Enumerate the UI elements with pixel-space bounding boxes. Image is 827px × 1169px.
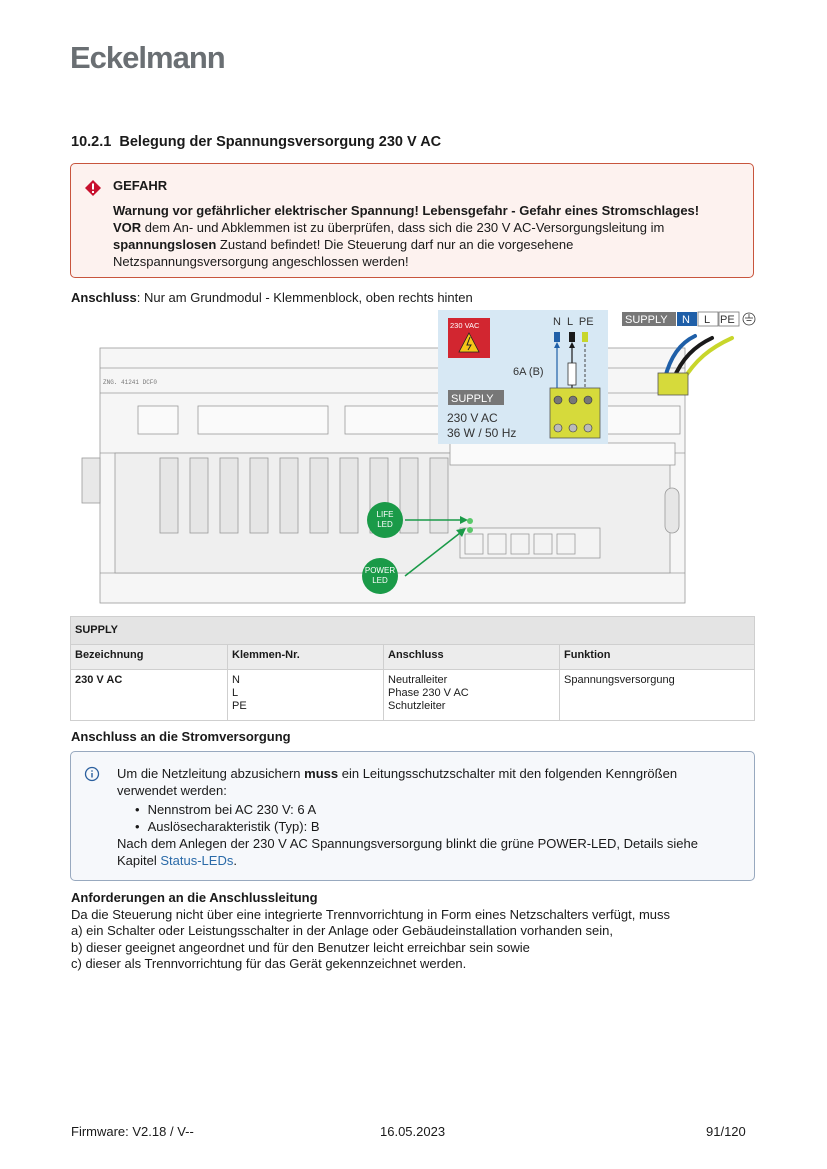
table-header: Anschluss [384, 645, 560, 670]
info-muss: muss [304, 766, 339, 781]
hv-label: 230 VAC [450, 321, 480, 330]
info-list [117, 801, 742, 835]
cell-anschluss: Neutralleiter Phase 230 V AC Schutzleiter [384, 670, 560, 721]
requirements-line: a) ein Schalter oder Leistungsschalter in der Anlage oder Gebäudeinstallation vorhanden sein, [71, 923, 614, 938]
danger-title: GEFAHR [113, 178, 168, 193]
table-caption: SUPPLY [71, 617, 755, 645]
danger-spannungslosen: spannungslosen [113, 237, 217, 252]
power-led-line-1: POWER [364, 566, 396, 575]
supply-label: SUPPLY [451, 393, 494, 405]
table-header: Klemmen-Nr. [228, 645, 384, 670]
legend-pe: PE [720, 314, 735, 326]
footer-firmware: Firmware: V2.18 / V-- [71, 1124, 194, 1139]
cell-klemmen: N L PE [228, 670, 384, 721]
power-section-title: Anschluss an die Stromversorgung [71, 729, 291, 744]
info-text: Um die Netzleitung abzusichern muss ein Leitungsschutzschalter mit den folgenden Kenngrößen verwendet werden: • Nennstrom bei AC 230 V: 6 A • Auslösecharakteristik (Typ): B Nach dem Anlegen der 230 V AC Spannungsversorgung blinkt die grüne POWER-LED, Details siehe Kapitel Status-LEDs. [117, 765, 742, 869]
legend-l: L [704, 314, 711, 326]
table-header: Funktion [560, 645, 755, 670]
power-led-line-2: LED [372, 576, 388, 585]
cable-terminal [658, 373, 688, 395]
requirements-line: Da die Steuerung nicht über eine integrierte Trennvorrichtung in Form eines Netzschalters verfügt, muss [71, 906, 671, 922]
list-item: • Nennstrom bei AC 230 V: 6 A [135, 801, 742, 818]
danger-lead: Warnung vor gefährlicher elektrischer Spannung! Lebensgefahr - Gefahr eines Stromschlages! [113, 203, 700, 218]
danger-box [70, 163, 754, 278]
eckelmann-logo: Eckelmann [70, 40, 225, 75]
section-number: 10.2.1 [71, 134, 112, 150]
display-digits [460, 528, 600, 558]
requirements-title: Anforderungen an die Anschlussleitung [71, 890, 318, 905]
model-label: ZNG. 41241 DCF0 [103, 379, 158, 386]
life-led-line-2: LED [377, 520, 393, 529]
section-title: Belegung der Spannungsversorgung 230 V AC [119, 134, 442, 150]
footer-date: 16.05.2023 [380, 1124, 446, 1139]
supply-table [70, 616, 755, 721]
footer-page: 91/120 [706, 1124, 746, 1139]
legend-supply: SUPPLY [625, 314, 668, 326]
supply-legend [622, 312, 755, 326]
life-led-line-1: LIFE [376, 510, 394, 519]
info-icon [84, 766, 100, 782]
danger-text [113, 202, 743, 270]
connection-label: Anschluss [71, 290, 137, 305]
section-heading [71, 134, 441, 150]
danger-text-3: Netzspannungsversorgung angeschlossen werden! [113, 254, 409, 269]
fuse-label: 6A (B) [513, 366, 544, 378]
connection-text: : Nur am Grundmodul - Klemmenblock, oben rechts hinten [136, 290, 473, 305]
nlpe-label: N L PE [553, 316, 594, 328]
table-row [71, 670, 755, 721]
list-item: • Auslösecharakteristik (Typ): B [135, 818, 742, 835]
supply-panel [438, 310, 608, 444]
legend-n: N [682, 314, 690, 326]
danger-text-1: dem An- und Abklemmen ist zu überprüfen, dass sich die 230 V AC-Versorgungsleitung im [141, 220, 665, 235]
warning-diamond-icon [84, 179, 102, 197]
danger-text-2: Zustand befindet! Die Steuerung darf nur an die vorgesehene [216, 237, 574, 252]
fuse-symbol [568, 363, 576, 385]
power-label: 36 W / 50 Hz [447, 426, 517, 440]
status-leds-link[interactable]: Status-LEDs [160, 853, 234, 868]
voltage-label: 230 V AC [447, 411, 498, 425]
requirements-line: c) dieser als Trennvorrichtung für das Gerät gekennzeichnet werden. [71, 956, 467, 971]
info-box [70, 751, 755, 881]
cell-bezeichnung: 230 V AC [71, 670, 228, 721]
requirements-block [71, 890, 670, 973]
table-header: Bezeichnung [71, 645, 228, 670]
controller-figure [70, 308, 760, 608]
cell-funktion: Spannungsversorgung [560, 670, 755, 721]
danger-vor: VOR [113, 220, 142, 235]
connection-line [71, 290, 473, 305]
requirements-line: b) dieser geeignet angeordnet und für den Benutzer leicht erreichbar sein sowie [71, 939, 530, 955]
